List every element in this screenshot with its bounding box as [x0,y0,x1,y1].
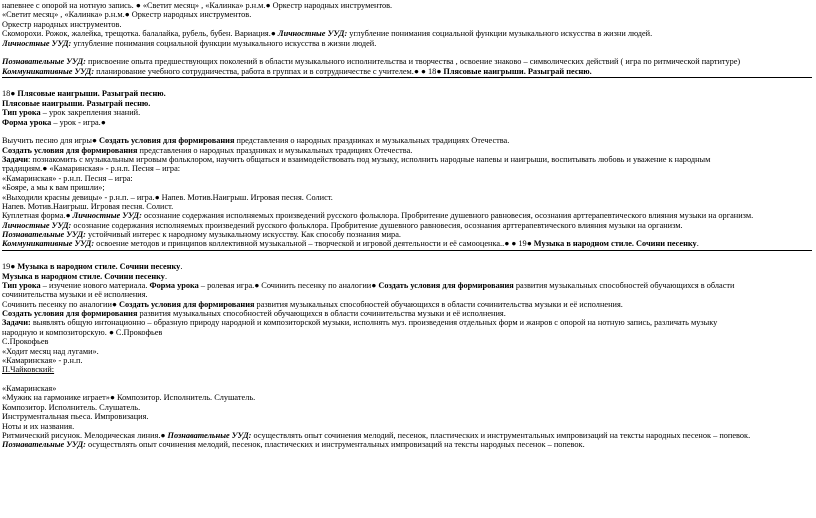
text-span: Композитор. Исполнитель. Слушатель. [2,402,141,412]
text-span: осуществлять опыт сочинения мелодий, песенок, пластических и инструментальных импровизаций на тексты народных песенок – попевок. [251,430,751,440]
text-span: : познакомить с музыкальным игровым фольклором, научить общаться и взаимодействовать под музыку, исполнить народные напевы и наигрыши, воспитывать любовь и уважение к народным [28,155,711,164]
bold-text: Тип урока [2,108,41,118]
bold-text: Создать условия для формирования [378,280,514,290]
uud-label [2,57,86,66]
section-divider [2,250,812,251]
bold-text: Форма урока [2,117,52,127]
text-span: – ролевая игра.● Сочинить песенку по аналогии● [198,280,379,290]
text-line [2,118,812,127]
text-line [2,202,812,211]
uud-label [2,239,94,248]
uud-label [73,211,142,220]
text-span: народную и композиторскую. ● С.Прокофьев [2,327,163,337]
text-span: сочинительства музыки и её исполнения. [2,290,148,300]
bold-text: Музыка в народном стиле. Сочини песенку [2,271,165,281]
text-line [2,1,812,10]
text-line [2,99,812,108]
text-line [2,29,812,38]
text-span: традициям.● «Камаринская» - р.н.п. Песня – игра: [2,164,181,174]
text-line [2,440,812,449]
text-span: «Камаринская» - р.н.п. Песня – игра: [2,173,133,183]
text-span: Куплетная форма.● [2,211,73,221]
text-span: – урок - игра.● [51,117,106,127]
text-line [2,262,812,271]
text-span: Ритмический рисунок. Мелодическая линия.● [2,430,168,440]
text-span: развития музыкальных способностей обучающихся в области сочинительства музыки и её исполнения. [254,299,623,309]
uud-label-text: Познавательные УУД: [2,57,86,67]
text-span: Ноты и их названия. [2,421,75,431]
text-span: Выучить песню для игры● [2,136,99,146]
text-span: «Камаринская» - р.н.п. [2,355,83,365]
text-span: . [696,239,699,249]
uud-label-text: Личностные УУД: [2,38,72,48]
text-span: Инструментальная пьеса. Импровизация. [2,412,149,422]
uud-label [2,39,71,48]
text-line [2,272,812,281]
text-line [2,211,812,220]
text-line [2,20,812,29]
text-line [2,67,812,76]
text-line [2,300,812,309]
text-line [2,412,812,421]
text-span: развития музыкальных способностей обучающихся в области [513,280,735,290]
text-line [2,356,812,365]
text-line [2,57,812,66]
text-span: осознание содержания исполняемых произведений русского фольклора. Пробритение душевного равновесия, осознания арттерапевтического влияния музыки на организм. [71,220,683,230]
blank-line [2,48,812,57]
text-span: осознание содержания исполняемых произведений русского фольклора. Пробритение душевного равновесия, осознания арттерапевтического влияния музыки на организм. [141,211,754,221]
bold-text: Тип урока [2,280,41,290]
text-line [2,328,812,337]
uud-label-text: Коммуникативные УУД: [2,239,95,249]
uud-label [2,440,86,449]
text-span: устойчивый интерес к народному музыкальному искусству. Как способу познания мира. [85,230,401,239]
uud-label-text: Познавательные УУД: [167,430,252,440]
text-line [2,230,812,239]
text-span: С.Прокофьев [2,337,49,347]
text-line [2,89,812,98]
text-line [2,174,812,183]
text-line [2,239,812,248]
text-span: Скоморохи. Рожок, жалейка, трещотка. балалайка, рубель, бубен. Вариация.● [2,29,278,39]
blank-line [2,80,812,89]
uud-label-text: Личностные УУД: [2,220,72,230]
uud-label [168,431,252,440]
blank-line [2,127,812,136]
text-span: . [164,271,168,281]
text-line [2,155,812,164]
text-line [2,10,812,19]
text-span: углубление понимания социальной функции музыкального искусства в жизни людей. [347,29,653,39]
text-span: присвоение опыта предшествующих поколений в области музыкального исполнительства и творчества , освоение знаково – символических действий ( игра по ритмической партитуре) [85,57,741,67]
bold-text: ● Плясовые наигрыши. Разыграй песню. [436,66,592,76]
bold-text: Форма урока [149,280,199,290]
text-line [2,403,812,412]
text-span: «Ходит месяц над лугами». [2,346,99,356]
text-span: 19 [2,262,11,272]
blank-line [2,375,812,384]
text-span: Напев. Мотив.Наигрыш. Игровая песня. Солист. [2,201,174,211]
uud-label [2,67,94,76]
bold-text: Плясовые наигрыши. Разыграй песню. [2,98,151,108]
text-span: Оркестр народных инструментов. [2,19,122,29]
text-line [2,183,812,192]
underlined-text: П.Чайковский: [2,365,55,375]
bold-text: Создать условия для формирования [2,309,138,318]
bold-text: Создать условия для формирования [98,136,235,146]
text-span: 18 [2,89,11,99]
text-line [2,337,812,346]
text-line [2,347,812,356]
text-line [2,164,812,173]
text-span: . [180,262,183,272]
text-line [2,290,812,299]
text-span: Сочинить песенку по аналогии● [2,299,120,309]
text-span: – урок закрепления знаний. [40,108,141,118]
text-span: напевнее с опорой на нотную запись. ● «Светит месяц» , «Калинка» р.н.м.● Оркестр народных инструментов. [2,1,393,10]
text-line [2,39,812,48]
text-line [2,281,812,290]
text-line [2,365,812,374]
text-span: углубление понимания социальной функции музыкального искусства в жизни людей. [71,38,377,48]
uud-label [2,221,71,230]
text-span: выявлять общую интонационно – образную природу народной и композиторской музыки, исполнять муз. произведения отдельных форм и жанров с опорой на нотную запись, различать музыку [30,318,718,328]
text-line [2,384,812,393]
text-span: «Светит месяц» , «Калинка» р.н.м.● Оркестр народных инструментов. [2,10,252,20]
uud-label-text: Личностные УУД: [72,211,142,221]
text-line [2,393,812,402]
bold-text: Создать условия для формирования [119,299,255,309]
bold-text: Задачи: [2,318,31,328]
bold-text: Создать условия для формирования [2,145,138,155]
text-line [2,309,812,318]
text-span: «Выходили красны девицы» - р.н.п. – игра.● Напев. Мотив.Наигрыш. Игровая песня. Солист. [2,192,333,202]
text-line [2,431,812,440]
text-line [2,193,812,202]
text-span: «Бояре, а мы к вам пришли»; [2,183,105,193]
uud-label [2,230,86,239]
text-span: – изучение нового материала. [40,280,150,290]
uud-label-text: Познавательные УУД: [2,440,86,450]
bold-text: ● Музыка в народном стиле. Сочини песенку [526,239,697,249]
text-line [2,136,812,145]
bold-text: ● Музыка в народном стиле. Сочини песенку [10,262,181,272]
text-span: представления о народных праздниках и музыкальных традициях Отечества. [234,136,510,146]
text-span: планирование учебного сотрудничества, работа в группах и в сотрудничестве с учителем.● ● 18 [94,66,437,76]
bold-text: ● Плясовые наигрыши. Разыграй песню. [10,89,166,99]
bold-text: Задачи [2,155,29,164]
uud-label-text: Личностные УУД: [277,29,348,39]
text-span: «Камаринская» [2,384,57,393]
text-span: освоение методов и принципов коллективной музыкальной – творческой и игровой деятельности и её самооценка..● ● 19 [94,239,527,249]
uud-label [278,29,347,38]
section-divider [2,77,812,78]
blank-line [2,253,812,262]
document-body [2,1,812,450]
text-line [2,318,812,327]
text-line [2,146,812,155]
text-span: развития музыкальных способностей обучающихся в области сочинительства музыки и её исполнения. [137,309,506,318]
text-span: «Мужик на гармонике играет»● Композитор. Исполнитель. Слушатель. [2,393,256,403]
text-line [2,221,812,230]
uud-label-text: Коммуникативные УУД: [2,66,95,76]
text-line [2,422,812,431]
uud-label-text: Познавательные УУД: [2,230,86,239]
text-span: представления о народных праздниках и музыкальных традициях Отечества. [137,145,413,155]
text-span: осуществлять опыт сочинения мелодий, песенок, пластических и инструментальных импровизаций на тексты народных песенок – попевок. [85,440,585,450]
text-line [2,108,812,117]
